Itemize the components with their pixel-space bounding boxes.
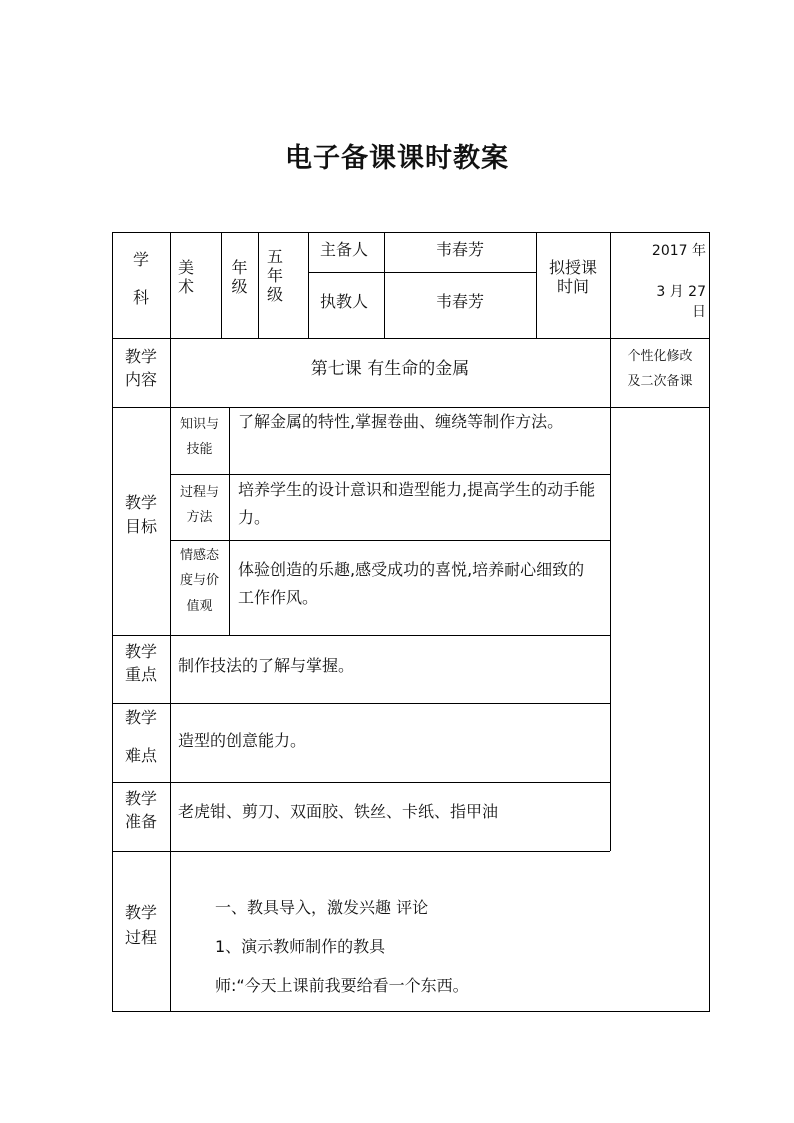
key-points-text: 制作技法的了解与掌握。 [178,656,355,675]
subject-value: 美 术 [178,258,195,297]
preparation-text: 老虎钳、剪刀、双面胶、铁丝、卡纸、指甲油 [178,802,499,821]
divider [170,474,610,475]
teacher-label: 执教人 [320,292,369,311]
divider [112,338,710,339]
lesson-plan-table [112,232,710,1012]
objective-text: 培养学生的设计意识和造型能力,提高学生的动手能力。 [238,480,596,527]
subject-label: 学 科 [132,250,149,308]
lesson-title: 第七课 有生命的金属 [310,359,470,379]
divider [112,851,610,852]
lead-preparer-label: 主备人 [320,240,369,259]
divider [258,232,259,338]
grade-value: 五 年 级 [267,247,284,305]
process-step: 师:“今天上课前我要给看一个东西。 [215,976,469,995]
divider [170,232,171,1012]
objective-category: 情感态 度与价 值观 [179,548,219,614]
teacher-value: 韦春芳 [435,292,484,311]
divider [112,635,610,636]
key-points-label: 教学 重点 [124,642,157,685]
planned-time-value: 2017 年 3 月 27 日 [651,243,706,320]
objective-text: 了解金属的特性,掌握卷曲、缠绕等制作方法。 [238,412,564,431]
grade-label: 年 级 [231,258,248,297]
difficulties-text: 造型的创意能力。 [178,731,307,750]
difficulties-label: 教学 难点 [124,708,157,766]
divider [112,782,610,783]
objective-text: 体验创造的乐趣,感受成功的喜悦,培养耐心细致的工作作风。 [238,560,585,607]
divider [308,232,309,338]
objective-category: 过程与 方法 [179,485,219,526]
page-title: 电子备课课时教案 [285,143,509,174]
objectives-label: 教学 目标 [124,493,157,536]
divider [610,407,611,851]
divider [170,540,610,541]
preparation-label: 教学 准备 [124,789,157,832]
table-border-top [112,232,710,233]
process-step: 一、教具导入，激发兴趣 评论 [215,898,429,917]
lead-preparer-value: 韦春芳 [435,240,484,259]
process-label: 教学 过程 [124,903,157,947]
objective-category: 知识与 技能 [179,417,219,458]
divider [229,407,230,635]
divider [308,272,536,273]
revision-notes-label: 个性化修改 及二次备课 [627,349,693,390]
process-step: 1、演示教师制作的教具 [215,937,386,956]
planned-time-label: 拟授课 时间 [548,258,597,297]
divider [112,703,610,704]
content-label: 教学 内容 [124,347,157,390]
table-border-bottom [112,1011,710,1012]
